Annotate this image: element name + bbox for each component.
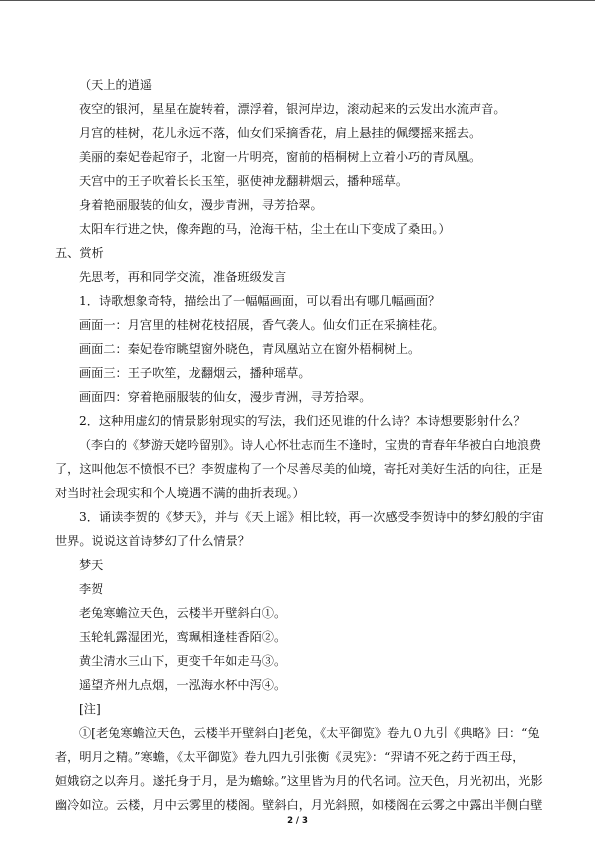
text-line: 画面三：王子吹笙，龙翻烟云，播种瑶草。 bbox=[79, 366, 311, 380]
text-line: 太阳车行进之快，像奔跑的马，沧海干枯，尘土在山下变成了桑田。） bbox=[79, 222, 451, 236]
question-line: 1．诗歌想象奇特，描绘出了一幅幅画面，可以看出有哪几幅画面？ bbox=[79, 294, 441, 308]
poem-line: 老兔寒蟾泣天色，云楼半开壁斜白①。 bbox=[79, 606, 287, 620]
poem-author: 李贺 bbox=[79, 582, 104, 596]
text-line: 世界。说说这首诗梦幻了什么情景？ bbox=[55, 534, 250, 548]
text-line: 画面一：月宫里的桂树花枝招展，香气袭人。仙女们正在采摘桂花。 bbox=[79, 318, 445, 332]
section-heading: 五、赏析 bbox=[55, 246, 104, 260]
note-line: ①[老兔寒蟾泣天色，云楼半开壁斜白]老兔，《太平御览》卷九０九引《典略》曰：“兔 bbox=[79, 726, 540, 740]
text-line: 先思考，再和同学交流，准备班级发言 bbox=[79, 270, 287, 284]
note-heading: [注] bbox=[79, 702, 101, 716]
poem-line: 黄尘清水三山下，更变千年如走马③。 bbox=[79, 654, 287, 668]
poem-line: 遥望齐州九点烟，一泓海水杯中泻④。 bbox=[79, 678, 287, 692]
text-line: 月宫的桂树，花儿永远不落，仙女们采摘香花，肩上悬挂的佩缨摇来摇去。 bbox=[79, 126, 482, 140]
note-line: 者，明月之精。”寒蟾，《太平御览》卷九四九引张衡《灵宪》：“羿请不死之药于西王母， bbox=[55, 750, 525, 764]
top-rule bbox=[0, 0, 595, 1]
question-line: 3．诵读李贺的《梦天》，并与《天上谣》相比较，再一次感受李贺诗中的梦幻般的宇宙 bbox=[79, 510, 544, 524]
text-line: 天宫中的王子吹着长长玉笙，驱使神龙翻耕烟云，播种瑶草。 bbox=[79, 174, 409, 188]
note-line: 幽冷如泣。云楼，月中云雾里的楼阁。壁斜白，月光斜照，如楼阁在云雾之中露出半侧白壁 bbox=[55, 798, 543, 812]
text-line: 身着艳丽服装的仙女，漫步青洲，寻芳拾翠。 bbox=[79, 198, 323, 212]
question-line: 2．这种用虚幻的情景影射现实的写法，我们还见谁的什么诗？本诗想要影射什么？ bbox=[79, 414, 526, 428]
text-line: （天上的逍遥 bbox=[79, 78, 153, 92]
text-line: 美丽的秦妃卷起帘子，北窗一片明亮，窗前的梧桐树上立着小巧的青凤凰。 bbox=[79, 150, 482, 164]
text-line: 了，这叫他怎不愤恨不已？李贺虚构了一个尽善尽美的仙境，寄托对美好生活的向往，正是 bbox=[55, 462, 543, 476]
text-line: （李白的《梦游天姥吟留别》。诗人心怀壮志而生不逢时，宝贵的青春年华被白白地浪费 bbox=[79, 438, 542, 452]
text-line: 对当时社会现实和个人境遇不满的曲折表现。） bbox=[55, 486, 305, 500]
note-line: 姮娥窃之以奔月。遂托身于月，是为蟾蜍。”这里皆为月的代名词。泣天色，月光初出，光影 bbox=[55, 774, 543, 788]
poem-line: 玉轮轧露湿团光，鸾珮相逢桂香陌②。 bbox=[79, 630, 287, 644]
page-number: 2 / 3 bbox=[287, 816, 308, 826]
poem-title: 梦天 bbox=[79, 558, 104, 572]
text-line: 画面二：秦妃卷帘眺望窗外晓色，青凤凰站立在窗外梧桐树上。 bbox=[79, 342, 421, 356]
text-line: 夜空的银河，星星在旋转着，漂浮着，银河岸边，滚动起来的云发出水流声音。 bbox=[79, 102, 506, 116]
text-line: 画面四：穿着艳丽服装的仙女，漫步青洲，寻芳拾翠。 bbox=[79, 390, 372, 404]
